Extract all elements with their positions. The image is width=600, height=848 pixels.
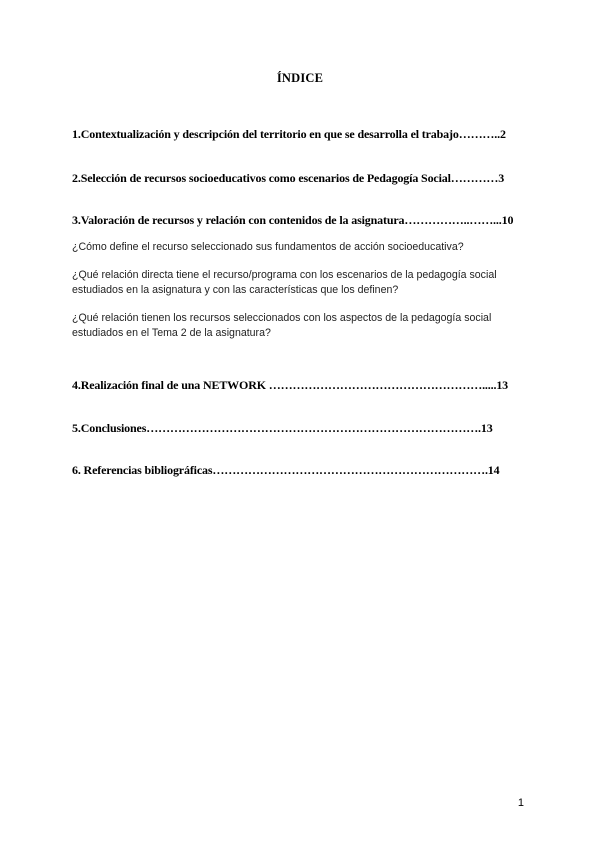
- toc-entry-1: 1.Contextualización y descripción del territorio en que se desarrolla el trabajo………..2: [72, 127, 506, 141]
- page-title: ÍNDICE: [276, 71, 324, 85]
- page-number: 1: [517, 797, 524, 809]
- toc-entry-2: 2.Selección de recursos socioeducativos como escenarios de Pedagogía Social…………3: [72, 171, 505, 185]
- toc-question-3: ¿Qué relación tienen los recursos seleccionados con los aspectos de la pedagogía social estudiados en el Tema 2 de la asignatura?: [72, 312, 492, 339]
- toc-question-2: ¿Qué relación directa tiene el recurso/programa con los escenarios de la pedagogía social estudiados en la asignatura y con las características que los definen?: [72, 269, 497, 296]
- toc-entry-6: 6. Referencias bibliográficas…………………………………………………………….14: [72, 463, 500, 477]
- toc-entry-4: 4.Realización final de una NETWORK ……………………………………………….....13: [72, 378, 509, 392]
- toc-entry-3: 3.Valoración de recursos y relación con contenidos de la asignatura……………..……...10: [72, 213, 514, 227]
- toc-question-1: ¿Cómo define el recurso seleccionado sus fundamentos de acción socioeducativa?: [72, 241, 464, 253]
- toc-entry-5: 5.Conclusiones………………………………………………………………………….13: [72, 421, 493, 435]
